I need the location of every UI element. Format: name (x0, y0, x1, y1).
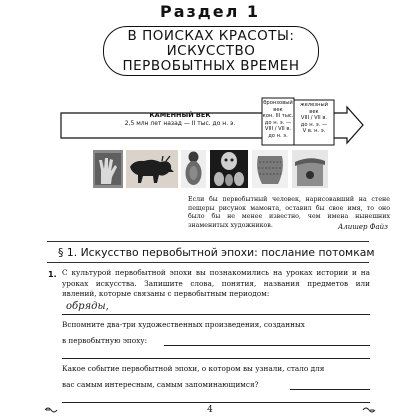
bronze-age-line: до н. э. — (264, 119, 292, 126)
iron-age-line: VIII / VII в. (300, 115, 328, 122)
epigraph-text: Если бы первобытный человек, нарисовавший на стене пещеры рисунок мамонта, оставил бы свое имя, то оно было бы не менее известно, чем имена нынешних знаменитых художников. (188, 196, 390, 230)
question-2: Вспомните два-три художественных произведения, созданных (62, 320, 305, 329)
bronze-age-line: бронзовый век (263, 100, 293, 113)
bronze-age-label (262, 100, 294, 140)
mask-figures-image (210, 150, 248, 188)
figurine-image (181, 150, 206, 188)
bronze-age-line: до н. э. (268, 132, 288, 139)
clay-vessel-image (252, 150, 288, 188)
iron-age-label (294, 102, 334, 135)
stone-age-label (120, 112, 240, 127)
banner-line: В ПОИСКАХ КРАСОТЫ: (127, 27, 295, 44)
stone-age-title: КАМЕННЫЙ ВЕК (149, 111, 211, 119)
bison-painting-image (126, 150, 178, 188)
banner-line: ПЕРВОБЫТНЫХ ВРЕМЕН (122, 57, 300, 74)
stone-age-dates: 2,5 млн лет назад — II тыс. до н. э. (124, 119, 236, 127)
iron-age-line: железный (300, 102, 328, 108)
section-title: Раздел 1 (159, 2, 260, 21)
banner-line: ИСКУССТВО (166, 42, 256, 59)
epigraph-author: Алишер Файз (337, 223, 388, 231)
iron-age-line: до н. э. — (300, 121, 328, 128)
question-2-cont: в первобытную эпоху: (62, 336, 148, 345)
divider-line (47, 241, 369, 242)
bronze-age-line: VIII / VII в. (264, 126, 292, 133)
hand-print-image (93, 150, 123, 188)
dolmen-image (292, 150, 328, 188)
answer-line[interactable] (164, 345, 370, 346)
answer-line[interactable] (62, 402, 370, 403)
question-3: Какое событие первобытной эпохи, о котором вы узнали, стало для (62, 364, 325, 373)
handwritten-answer: обряды, (66, 301, 109, 312)
iron-age-line: V в. н. э. (302, 128, 326, 135)
right-ornament-icon (362, 405, 376, 415)
question-3-cont: вас самым интересным, самым запоминающимся? (62, 380, 259, 389)
task-number: 1. (48, 270, 57, 279)
iron-age-line: век (309, 108, 319, 115)
answer-line[interactable] (62, 314, 370, 315)
divider-line (47, 262, 369, 263)
timeline-arrow (0, 0, 420, 150)
answer-line[interactable] (62, 358, 370, 359)
page-number: 4 (207, 405, 213, 415)
task-prompt: С культурой первобытной эпохи вы познакомились на уроках истории и на уроках искусства. Запишите слова, понятия, названия предметов или явлений, которые связаны с первобытным периодом: (62, 268, 370, 298)
answer-line[interactable] (290, 389, 370, 390)
section-heading: § 1. Искусство первобытной эпохи: послание потомкам (58, 246, 375, 259)
bronze-age-line: кон. III тыс. (262, 113, 294, 120)
